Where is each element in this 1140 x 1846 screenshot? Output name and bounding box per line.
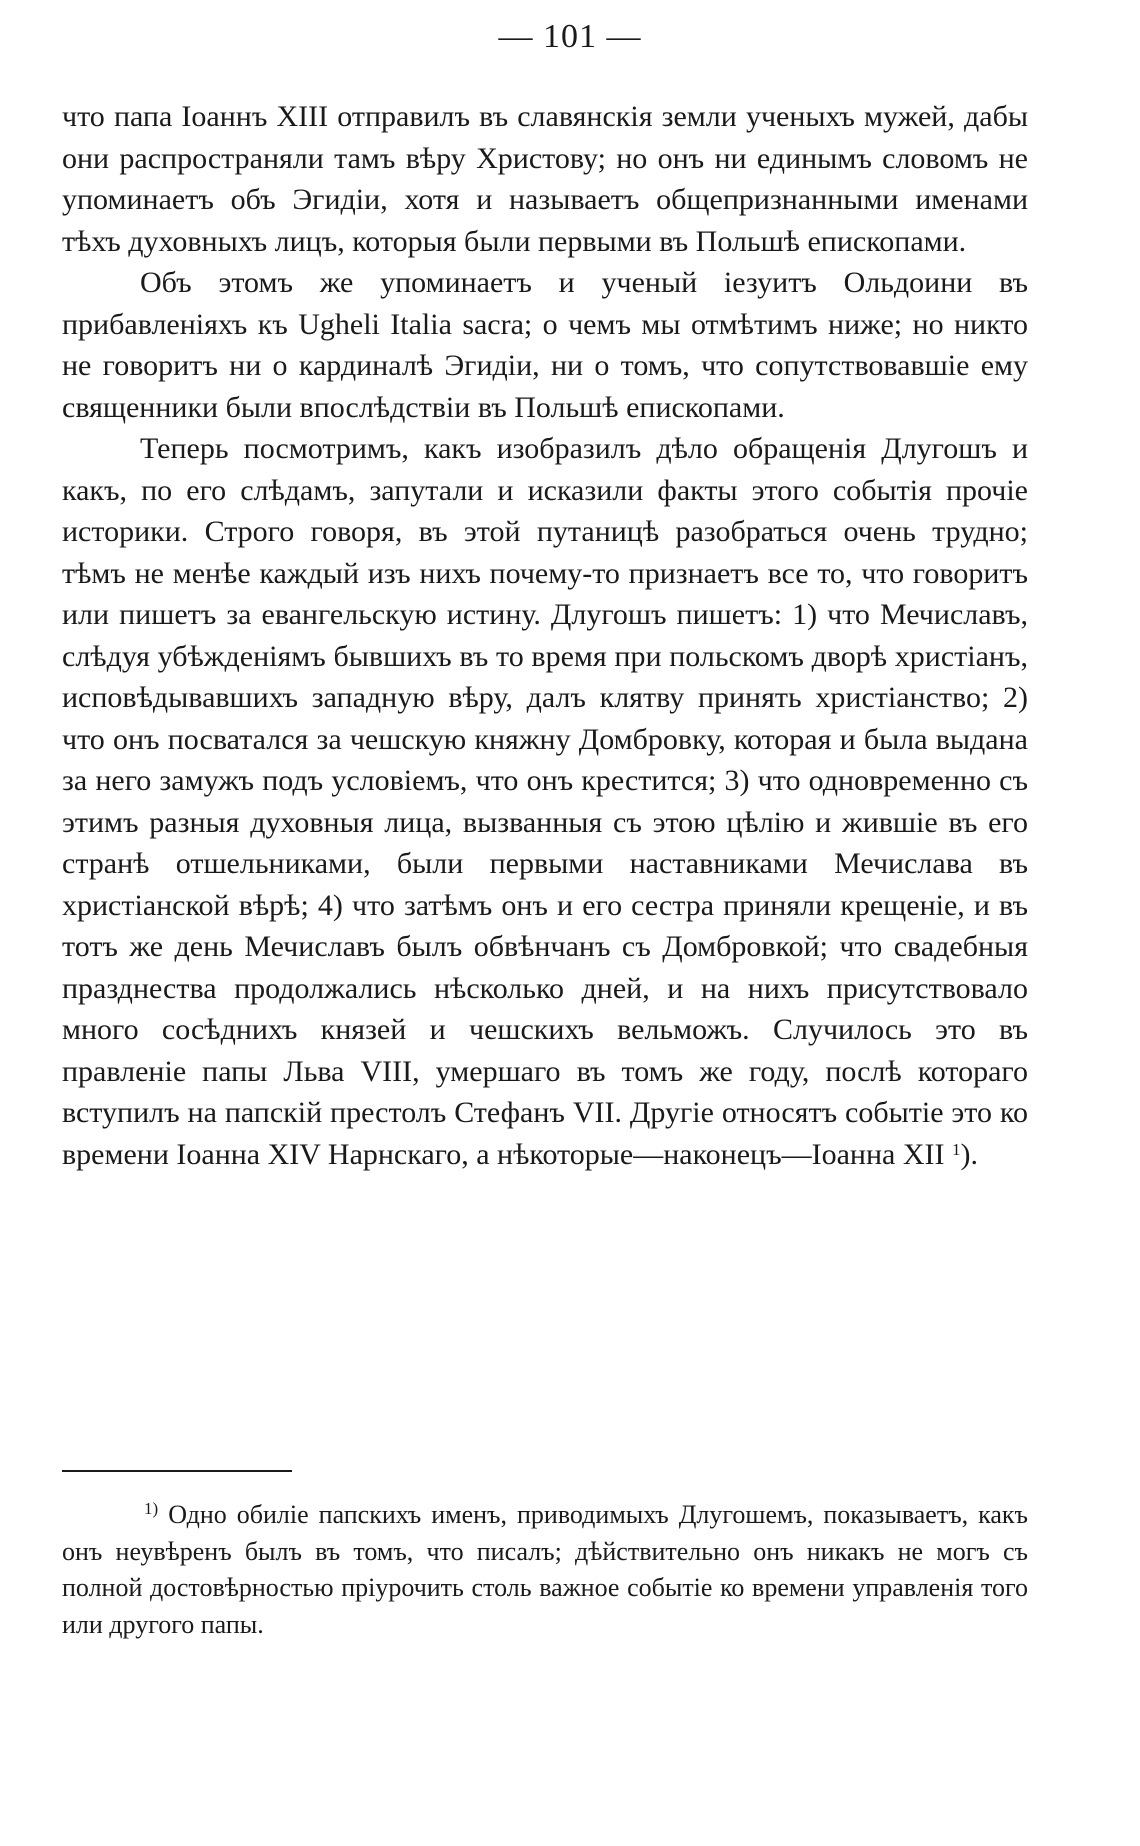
footnote-marker: 1) [144,1499,159,1518]
paragraph-3-end: ). [960,1137,978,1171]
footnote-text: Одно обиліе папскихъ именъ, приводимыхъ Длугошемъ, показываетъ, какъ онъ неувѣренъ былъ въ томъ, что писалъ; дѣйствительно онъ никакъ не могъ съ полной достовѣрностью пріурочить столь важное событіе ко времени управленія того или другого папы. [62,1500,1029,1639]
footnote-reference[interactable]: 1 [951,1139,961,1159]
footnote-divider [62,1470,292,1472]
footnote [62,1497,1028,1643]
paragraph-3-text: Теперь посмотримъ, какъ изобразилъ дѣло обращенія Длугошъ и какъ, по его слѣдамъ, запутали и исказили факты этого событія прочіе историки. Строго говоря, въ этой путаницѣ разобраться очень трудно; тѣмъ не менѣе каждый изъ нихъ почему-то признаетъ все то, что говоритъ или пишетъ за евангельскую истину. Длугошъ пишетъ: 1) что Мечиславъ, слѣдуя убѣжденіямъ бывшихъ въ то время при польскомъ дворѣ христіанъ, исповѣдывавшихъ западную вѣру, далъ клятву принять христіанство; 2) что онъ посватался за чешскую княжну Домбровку, которая и была выдана за него замужъ подъ условіемъ, что онъ крестится; 3) что одновременно съ этимъ разныя духовныя лица, вызванныя съ этою цѣлію и жившіе въ его странѣ отшельниками, были первыми наставниками Мечислава въ христіанской вѣрѣ; 4) что затѣмъ онъ и его сестра приняли крещеніе, и въ тотъ же день Мечиславъ былъ обвѣнчанъ съ Домбровкой; что свадебныя празднества продолжались нѣсколько дней, и на нихъ присутствовало много сосѣднихъ князей и чешскихъ вельможъ. Случилось это въ правленіе папы Льва VIII, умершаго въ томъ же году, послѣ котораго вступилъ на папскій престолъ Стефанъ VII. Другіе относятъ событіе это ко времени Іоанна XIV Нарнскаго, а нѣкоторые—наконецъ—Іоанна XII [62,432,1028,1171]
page-number: — 101 — [498,18,642,55]
paragraph-3 [62,428,1028,1175]
paragraph-1: что папа Іоаннъ XIII отправилъ въ славянскія земли ученыхъ мужей, дабы они распространяли тамъ вѣру Христову; но онъ ни единымъ словомъ не упоминаетъ объ Эгидіи, хотя и называетъ общепризнанными именами тѣхъ духовныхъ лицъ, которыя были первыми въ Польшѣ епископами. [62,100,1028,258]
main-text [62,96,1028,1175]
paragraph-2: Объ этомъ же упоминаетъ и ученый іезуитъ Ольдоини въ прибавленіяхъ къ Ughelі Italia sacra; о чемъ мы отмѣтимъ ниже; но никто не говоритъ ни о кардиналѣ Эгидіи, ни о томъ, что сопутствовавшіе ему священники были впослѣдствіи въ Польшѣ епископами. [62,266,1028,424]
